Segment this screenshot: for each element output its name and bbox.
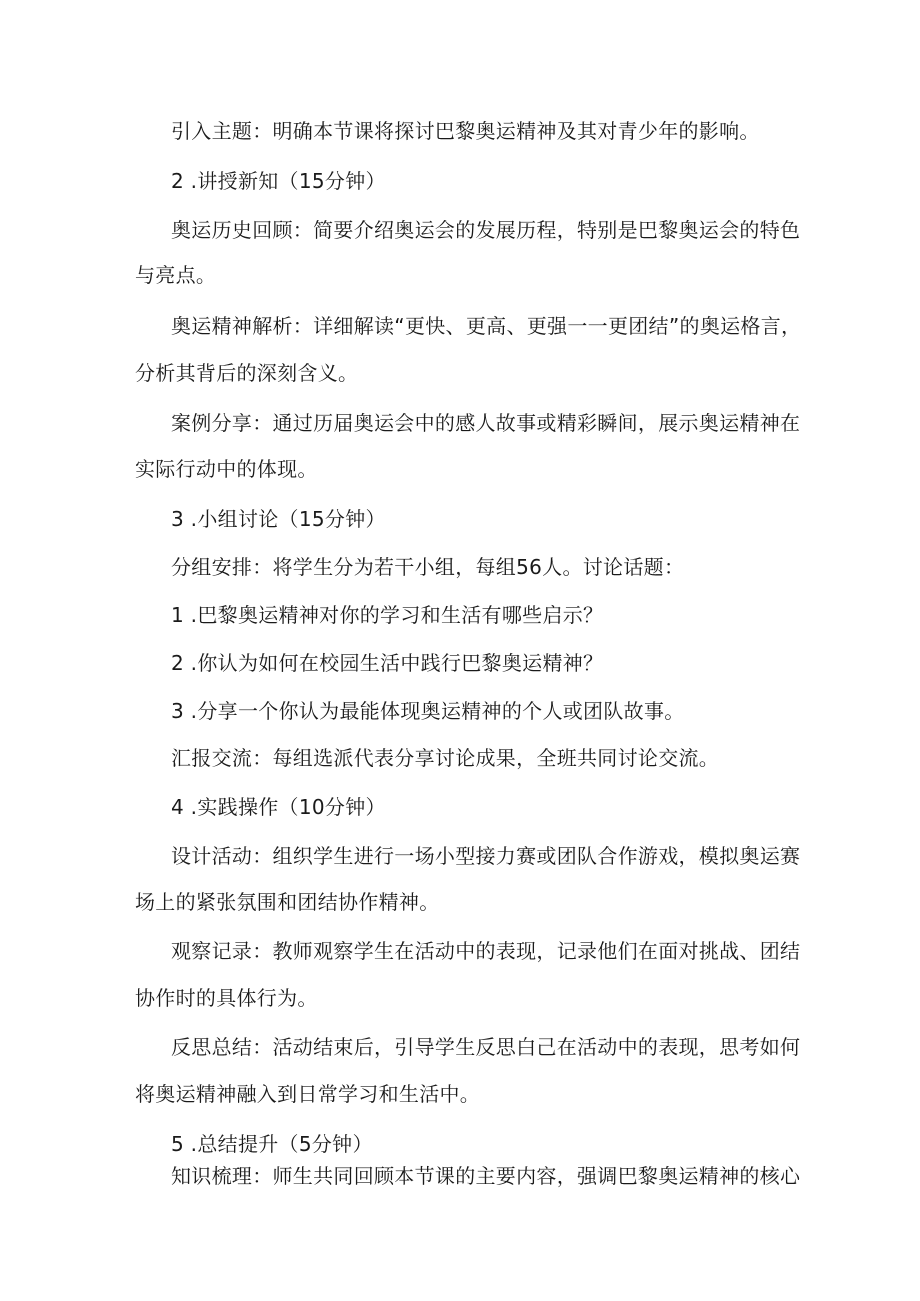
paragraph-case-sharing-line1: 案例分享：通过历届奥运会中的感人故事或精彩瞬间，展示奥运精神在 [171,411,801,435]
paragraph-report-exchange: 汇报交流：每组选派代表分享讨论成果，全班共同讨论交流。 [171,746,720,770]
section-heading-3: 3 .小组讨论（15分钟） [171,507,386,531]
paragraph-grouping: 分组安排：将学生分为若干小组，每组56人。讨论话题： [171,555,685,579]
section-heading-5: 5 .总结提升（5分钟） [171,1132,373,1156]
discussion-topic-2: 2 .你认为如何在校园生活中践行巴黎奥运精神？ [171,651,604,675]
paragraph-knowledge-review: 知识梳理：师生共同回顾本节课的主要内容，强调巴黎奥运精神的核心 [171,1164,801,1188]
paragraph-reflection-line2: 将奥运精神融入到日常学习和生活中。 [135,1082,481,1106]
paragraph-spirit-analysis-line2: 分析其背后的深刻含义。 [135,361,359,385]
paragraph-design-activity-line2: 场上的紧张氛围和团结协作精神。 [135,890,440,914]
paragraph-olympic-history-line1: 奥运历史回顾：简要介绍奥运会的发展历程，特别是巴黎奥运会的特色 [171,218,801,242]
discussion-topic-3: 3 .分享一个你认为最能体现奥运精神的个人或团队故事。 [171,699,685,723]
paragraph-intro-topic: 引入主题：明确本节课将探讨巴黎奥运精神及其对青少年的影响。 [171,119,760,143]
paragraph-design-activity-line1: 设计活动：组织学生进行一场小型接力赛或团队合作游戏，模拟奥运赛 [171,844,801,868]
paragraph-reflection-line1: 反思总结：活动结束后，引导学生反思白己在活动中的表现，思考如何 [171,1035,801,1059]
section-heading-4: 4 .实践操作（10分钟） [171,795,386,819]
section-heading-2: 2 .讲授新知（15分钟） [171,169,386,193]
paragraph-olympic-history-line2: 与亮点。 [135,263,217,287]
paragraph-observation-line2: 协作时的具体行为。 [135,986,318,1010]
paragraph-case-sharing-line2: 实际行动中的体现。 [135,457,318,481]
discussion-topic-1: 1 .巴黎奥运精神对你的学习和生活有哪些启示？ [171,603,604,627]
paragraph-observation-line1: 观察记录：教师观察学生在活动中的表现，记录他们在面对挑战、团结 [171,939,801,963]
paragraph-spirit-analysis-line1: 奥运精神解析：详细解读“更快、更高、更强一一更团结”的奥运格言， [171,314,802,338]
